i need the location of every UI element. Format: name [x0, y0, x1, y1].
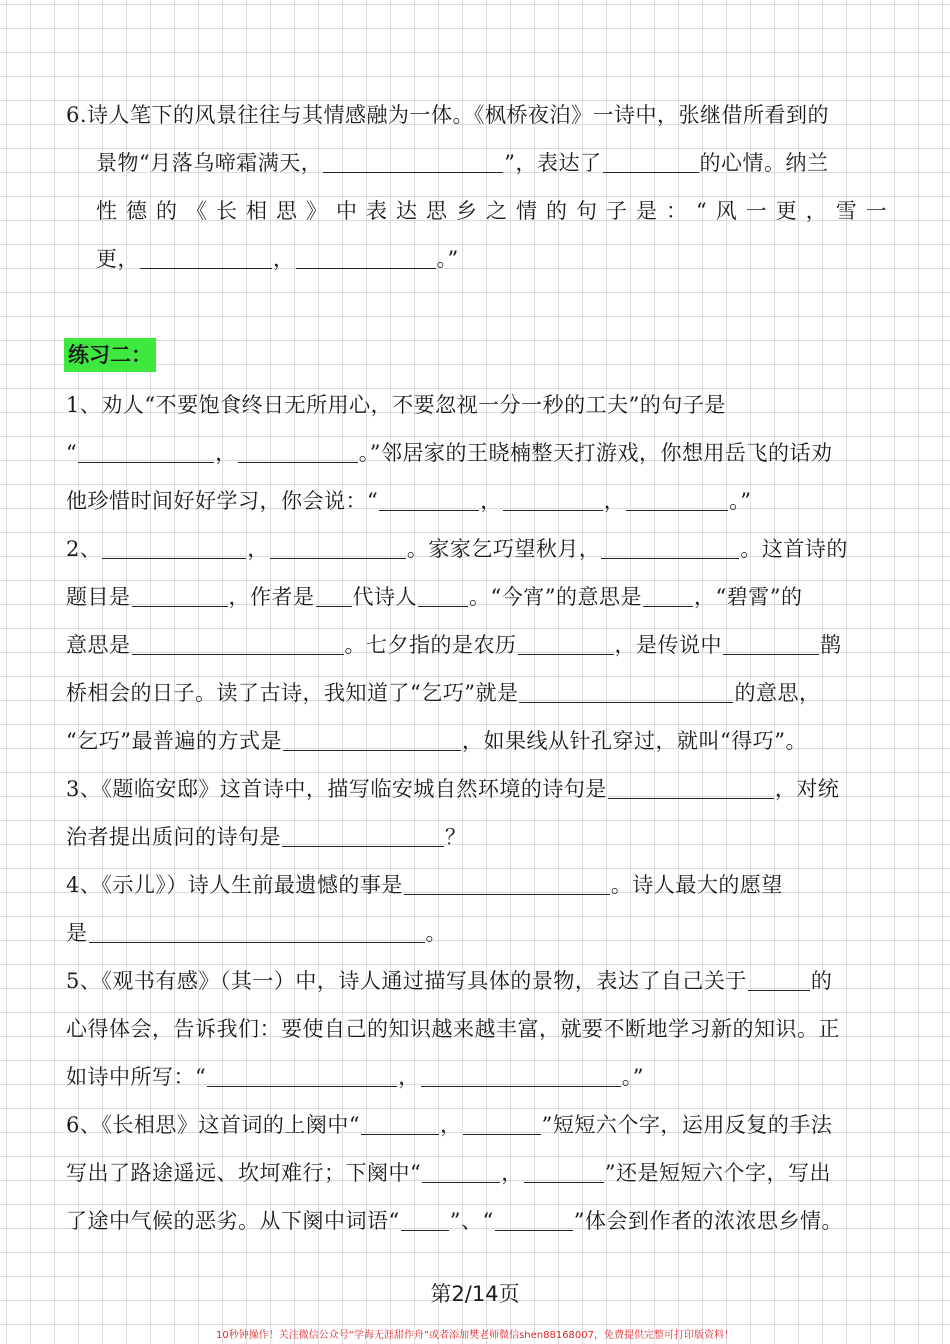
q2-text-1c: 。家家乞巧望秋月，	[406, 537, 601, 561]
q1-text-3d: 。”	[729, 489, 752, 513]
q3-text-1a: 3、《题临安邸》这首诗中，描写临安城自然环境的诗句是	[66, 777, 607, 801]
answer-blank[interactable]	[495, 1208, 573, 1231]
q2-text-5b: ，如果线从针孔穿过，就叫“得巧”。	[461, 729, 807, 753]
answer-blank[interactable]	[503, 488, 603, 511]
q2-text-4b: 的意思，	[734, 681, 821, 705]
q1-line-1	[66, 390, 726, 420]
q1-text-1: 1、劝人“不要饱食终日无所用心，不要忽视一分一秒的工夫”的句子是	[66, 393, 726, 417]
q6b-line-2	[66, 1158, 831, 1188]
answer-blank[interactable]	[418, 584, 468, 607]
q2-text-3a: 意思是	[66, 633, 131, 657]
q6b-text-2c: ”还是短短六个字，写出	[604, 1161, 831, 1185]
q5-text-2: 心得体会，告诉我们：要使自己的知识越来越丰富，就要不断地学习新的知识。正	[66, 1017, 840, 1041]
q3-text-1b: ，对统	[774, 777, 840, 801]
answer-blank[interactable]	[238, 440, 358, 463]
q2-text-2d: 。“今宵”的意思是	[469, 585, 642, 609]
answer-blank[interactable]	[296, 246, 436, 269]
answer-blank[interactable]	[422, 1160, 500, 1183]
answer-blank[interactable]	[603, 150, 699, 173]
answer-blank[interactable]	[361, 1112, 439, 1135]
q3-line-1	[66, 774, 839, 804]
q6b-text-1c: ”短短六个字，运用反复的手法	[541, 1113, 833, 1137]
answer-blank[interactable]	[132, 584, 228, 607]
answer-blank[interactable]	[102, 536, 246, 559]
q1-text-2a: “	[66, 441, 78, 465]
answer-blank[interactable]	[643, 584, 693, 607]
q6b-text-2b: ，	[501, 1161, 523, 1185]
q2-line-3	[66, 630, 842, 660]
q6b-text-1b: ，	[440, 1113, 462, 1137]
answer-blank[interactable]	[518, 632, 614, 655]
answer-blank[interactable]	[323, 150, 503, 173]
answer-blank[interactable]	[89, 920, 425, 943]
q6a-text-4b: ，	[273, 247, 295, 271]
q6b-text-1a: 6、《长相思》这首词的上阕中“	[66, 1113, 361, 1137]
q5-line-3	[66, 1062, 644, 1092]
q6a-text-4a: 更，	[96, 247, 139, 271]
answer-blank[interactable]	[283, 728, 461, 751]
q1-text-2b: ，	[215, 441, 237, 465]
answer-blank[interactable]	[463, 1112, 541, 1135]
q2-text-1b: ，	[247, 537, 269, 561]
section-title: 练习二：	[64, 338, 156, 372]
q2-text-2a: 题目是	[66, 585, 131, 609]
q6b-line-1	[66, 1110, 832, 1140]
q6a-text-4c: 。”	[436, 247, 459, 271]
q4-line-2	[66, 918, 447, 948]
q2-line-2	[66, 582, 802, 612]
q1-text-2c: 。”邻居家的王晓楠整天打游戏，你想用岳飞的话劝	[358, 441, 833, 465]
q2-text-3c: ，是传说中	[614, 633, 722, 657]
q5-text-3c: 。”	[621, 1065, 644, 1089]
answer-blank[interactable]	[519, 680, 733, 703]
q3-text-2a: 治者提出质问的诗句是	[66, 825, 281, 849]
watermark-note: 10秒钟操作！关注微信公众号“学海无涯甜作舟”或者添加樊老师微信shen88168007，免费提供完整可打印版资料！	[215, 1330, 735, 1341]
q1-line-2	[66, 438, 832, 468]
q2-text-3b: 。七夕指的是农历	[344, 633, 517, 657]
q2-line-5	[66, 726, 807, 756]
q3-text-2b: ？	[445, 825, 467, 849]
q4-text-2a: 是	[66, 921, 88, 945]
q6a-text-2b: ”，表达了	[504, 151, 602, 175]
answer-blank[interactable]	[421, 1064, 621, 1087]
q2-text-2e: ，“碧霄”的	[693, 585, 803, 609]
q6b-text-3a: 了途中气候的恶劣。从下阕中词语“	[66, 1209, 400, 1233]
answer-blank[interactable]	[207, 1064, 397, 1087]
answer-blank[interactable]	[404, 872, 610, 895]
q4-line-1	[66, 870, 783, 900]
q5-line-2	[66, 1014, 840, 1044]
q6b-text-2a: 写出了路途遥远、坎坷难行；下阕中“	[66, 1161, 422, 1185]
q6b-text-3b: ”、“	[449, 1209, 494, 1233]
q6b-text-3c: ”体会到作者的浓浓思乡情。	[573, 1209, 843, 1233]
q2-text-5a: “乞巧”最普遍的方式是	[66, 729, 282, 753]
q1-text-3c: ，	[603, 489, 626, 513]
answer-blank[interactable]	[608, 776, 774, 799]
q5-text-1a: 5、《观书有感》（其一）中，诗人通过描写具体的景物，表达了自己关于	[66, 969, 747, 993]
answer-blank[interactable]	[78, 440, 214, 463]
answer-blank[interactable]	[601, 536, 739, 559]
q5-text-3a: 如诗中所写：“	[66, 1065, 207, 1089]
q2-text-2c: 代诗人	[352, 585, 417, 609]
q6a-text-2a: 景物“月落乌啼霜满天，	[96, 151, 323, 175]
q6a-line-1	[66, 100, 829, 130]
q6a-line-4	[96, 244, 459, 274]
q6a-line-2	[96, 148, 829, 178]
page-number: 第2/14页	[430, 1282, 520, 1306]
q6a-text-3: 性德的《长相思》中表达思乡之情的句子是：“风一更，雪一	[96, 199, 896, 223]
answer-blank[interactable]	[748, 968, 810, 991]
q4-text-1b: 。诗人最大的愿望	[610, 873, 783, 897]
q6a-text-1: 6.诗人笔下的风景往往与其情感融为一体。《枫桥夜泊》一诗中，张继借所看到的	[66, 103, 830, 127]
answer-blank[interactable]	[270, 536, 406, 559]
q2-text-3d: 鹊	[820, 633, 842, 657]
answer-blank[interactable]	[282, 824, 444, 847]
q2-text-1a: 2、	[66, 537, 102, 561]
answer-blank[interactable]	[524, 1160, 604, 1183]
q5-line-1	[66, 966, 832, 996]
q1-text-3b: ，	[480, 489, 502, 513]
q2-text-2b: ，作者是	[228, 585, 315, 609]
answer-blank[interactable]	[401, 1208, 449, 1231]
q6a-text-2c: 的心情。纳兰	[699, 151, 829, 175]
q2-text-4a: 桥相会的日子。读了古诗，我知道了“乞巧”就是	[66, 681, 519, 705]
answer-blank[interactable]	[723, 632, 819, 655]
q4-text-1a: 4、《示儿》）诗人生前最遗憾的事是	[66, 873, 403, 897]
q2-text-1d: 。这首诗的	[740, 537, 848, 561]
q3-line-2	[66, 822, 467, 852]
answer-blank[interactable]	[316, 584, 352, 607]
answer-blank[interactable]	[626, 488, 728, 511]
q1-line-3	[66, 486, 752, 516]
answer-blank[interactable]	[379, 488, 479, 511]
q5-text-1b: 的	[810, 969, 833, 993]
q1-text-3a: 他珍惜时间好好学习，你会说：“	[66, 489, 379, 513]
answer-blank[interactable]	[140, 246, 272, 269]
answer-blank[interactable]	[132, 632, 344, 655]
q5-text-3b: ，	[398, 1065, 420, 1089]
q2-line-4	[66, 678, 820, 708]
q6b-line-3	[66, 1206, 843, 1236]
q2-line-1	[66, 534, 848, 564]
q6a-line-3	[96, 196, 896, 226]
q4-text-2b: 。	[425, 921, 447, 945]
